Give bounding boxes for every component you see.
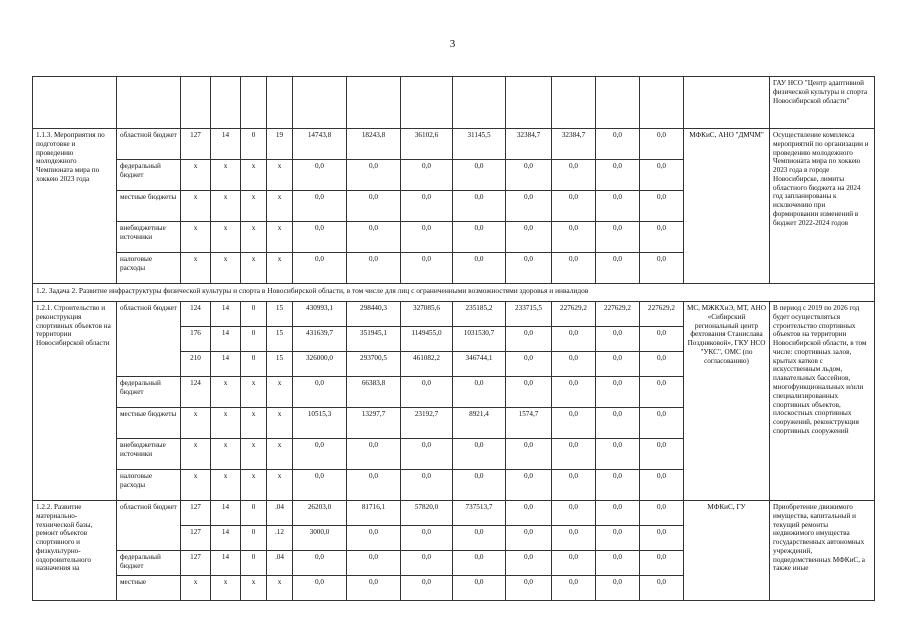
value-cell: 0,0 (596, 408, 640, 439)
code-cell: 14 (211, 551, 241, 576)
executor-cell: МФКиС, ГУ (684, 501, 770, 601)
value-cell: 293700,5 (347, 352, 401, 377)
value-cell: 0,0 (401, 160, 453, 191)
code-cell: x (241, 191, 267, 222)
source-label: внебюджетные источники (117, 222, 181, 253)
value-cell: 32384,7 (552, 129, 596, 160)
value-cell: 0,0 (552, 470, 596, 501)
code-cell: 0 (241, 551, 267, 576)
value-cell: 0,0 (552, 526, 596, 551)
table-row (33, 501, 875, 526)
code-cell: .04 (267, 501, 293, 526)
value-cell: 430993,1 (293, 302, 347, 327)
value-cell: 0,0 (453, 576, 506, 601)
value-cell: 0,0 (506, 160, 552, 191)
executor-cell: МФКиС, АНО "ДМЧМ" (684, 129, 770, 284)
value-cell: 14743,8 (293, 129, 347, 160)
value-cell: 0,0 (293, 253, 347, 284)
value-cell: 0,0 (401, 439, 453, 470)
code-cell: x (267, 576, 293, 601)
value-cell: 0,0 (640, 470, 684, 501)
value-cell: 0,0 (640, 439, 684, 470)
value-cell: 0,0 (401, 551, 453, 576)
value-cell: 0,0 (453, 551, 506, 576)
code-cell: x (181, 222, 211, 253)
item-name: 1.1.3. Мероприятия по подготовке и проведению молодежного Чемпионата мира по хоккею 2023 года (33, 129, 117, 284)
note-cell: Приобретение движимого имущества, капитальный и текущий ремонты недвижимого имущества государственных автономных учреждений, подведомственных МФКиС, а также иные (770, 501, 875, 601)
value-cell: 1031530,7 (453, 327, 506, 352)
value-cell: 227629,2 (640, 302, 684, 327)
value-cell: 0,0 (453, 526, 506, 551)
value-cell: 26203,0 (293, 501, 347, 526)
source-label: федеральный бюджет (117, 160, 181, 191)
source-label: местные бюджеты (117, 191, 181, 222)
value-cell: 0,0 (596, 576, 640, 601)
code-cell: x (241, 253, 267, 284)
code-cell: x (211, 470, 241, 501)
source-label: местные (117, 576, 181, 601)
value-cell: 0,0 (552, 253, 596, 284)
source-label: налоговые расходы (117, 253, 181, 284)
code-cell: 0 (241, 302, 267, 327)
table-row (33, 129, 875, 160)
code-cell: x (181, 253, 211, 284)
value-cell: 0,0 (596, 191, 640, 222)
value-cell: 0,0 (506, 352, 552, 377)
value-cell: 0,0 (552, 327, 596, 352)
value-cell: 235185,2 (453, 302, 506, 327)
source-label: областной бюджет (117, 501, 181, 551)
code-cell: 0 (241, 352, 267, 377)
code-cell: x (211, 160, 241, 191)
value-cell: 0,0 (453, 377, 506, 408)
value-cell: 0,0 (552, 551, 596, 576)
value-cell: 0,0 (293, 439, 347, 470)
value-cell: 327085,6 (401, 302, 453, 327)
value-cell: 0,0 (552, 377, 596, 408)
source-label: налоговые расходы (117, 470, 181, 501)
value-cell: 0,0 (347, 222, 401, 253)
value-cell: 0,0 (293, 222, 347, 253)
value-cell: 32384,7 (506, 129, 552, 160)
value-cell: 0,0 (453, 470, 506, 501)
page-number: 3 (449, 38, 456, 50)
code-cell: x (267, 439, 293, 470)
task-title: 1.2. Задача 2. Развитие инфраструктуры физической культуры и спорта в Новосибирской области, в том числе для лиц с ограниченными возможностями здоровья и инвалидов (33, 284, 875, 302)
code-cell: 0 (241, 327, 267, 352)
code-cell: x (241, 439, 267, 470)
value-cell: 66383,8 (347, 377, 401, 408)
code-cell: 14 (211, 526, 241, 551)
value-cell: 0,0 (640, 377, 684, 408)
item-name: 1.2.1. Строительство и реконструкция спортивных объектов на территории Новосибирской области (33, 302, 117, 501)
value-cell: 0,0 (506, 377, 552, 408)
header-executor-note: ГАУ НСО "Центр адаптивной физической культуры и спорта Новосибирской области" (770, 77, 875, 129)
value-cell: 0,0 (293, 191, 347, 222)
code-cell: x (181, 470, 211, 501)
value-cell: 326000,0 (293, 352, 347, 377)
header-row (33, 77, 875, 129)
value-cell: 431639,7 (293, 327, 347, 352)
value-cell: 0,0 (640, 501, 684, 526)
value-cell: 0,0 (453, 222, 506, 253)
value-cell: 0,0 (401, 191, 453, 222)
value-cell: 346744,1 (453, 352, 506, 377)
value-cell: 0,0 (506, 576, 552, 601)
value-cell: 0,0 (347, 253, 401, 284)
value-cell: 8921,4 (453, 408, 506, 439)
value-cell: 0,0 (506, 551, 552, 576)
value-cell: 0,0 (596, 526, 640, 551)
value-cell: 0,0 (506, 191, 552, 222)
value-cell: 0,0 (506, 439, 552, 470)
value-cell: 31145,5 (453, 129, 506, 160)
value-cell: 0,0 (640, 327, 684, 352)
value-cell: 0,0 (347, 160, 401, 191)
code-cell: x (211, 408, 241, 439)
value-cell: 227629,2 (596, 302, 640, 327)
value-cell: 0,0 (293, 377, 347, 408)
code-cell: 127 (181, 129, 211, 160)
value-cell: 351945,1 (347, 327, 401, 352)
value-cell: 461082,2 (401, 352, 453, 377)
value-cell: 233715,5 (506, 302, 552, 327)
value-cell: 0,0 (552, 191, 596, 222)
value-cell: 0,0 (506, 327, 552, 352)
code-cell: x (211, 439, 241, 470)
value-cell: 0,0 (401, 576, 453, 601)
value-cell: 0,0 (640, 352, 684, 377)
value-cell: 298440,3 (347, 302, 401, 327)
code-cell: 15 (267, 352, 293, 377)
code-cell: x (267, 377, 293, 408)
code-cell: x (181, 439, 211, 470)
code-cell: 14 (211, 352, 241, 377)
value-cell: 1574,7 (506, 408, 552, 439)
value-cell: 0,0 (596, 439, 640, 470)
code-cell: x (181, 408, 211, 439)
value-cell: 3000,0 (293, 526, 347, 551)
value-cell: 0,0 (640, 160, 684, 191)
value-cell: 10515,3 (293, 408, 347, 439)
value-cell: 57820,0 (401, 501, 453, 526)
code-cell: x (267, 222, 293, 253)
code-cell: x (241, 377, 267, 408)
value-cell: 0,0 (401, 526, 453, 551)
note-cell: Осуществление комплекса мероприятий по организации и проведению молодежного Чемпионата мира по хоккею 2023 года в городе Новосибирске, лимиты областного бюджета на 2024 год запланированы к исключению при формировании изменений в бюджет 2022-2024 годов (770, 129, 875, 284)
value-cell: 0,0 (453, 191, 506, 222)
value-cell: 81716,1 (347, 501, 401, 526)
source-label: федеральный бюджет (117, 377, 181, 408)
code-cell: 0 (241, 526, 267, 551)
value-cell: 0,0 (596, 377, 640, 408)
code-cell: 0 (241, 501, 267, 526)
code-cell: x (211, 377, 241, 408)
value-cell: 0,0 (640, 526, 684, 551)
value-cell: 0,0 (640, 253, 684, 284)
value-cell: 0,0 (596, 551, 640, 576)
value-cell: 0,0 (293, 470, 347, 501)
code-cell: 15 (267, 302, 293, 327)
value-cell: 0,0 (596, 129, 640, 160)
budget-table (32, 76, 875, 601)
code-cell: x (267, 160, 293, 191)
executor-cell: МС, МЖКХиЭ, МТ, АНО «Сибирский региональный центр фехтования Станислава Поздняковой», ГКУ НСО "УКС", ОМС (по согласованию) (684, 302, 770, 501)
value-cell: 0,0 (506, 526, 552, 551)
value-cell: 0,0 (506, 253, 552, 284)
value-cell: 0,0 (552, 576, 596, 601)
code-cell: x (241, 576, 267, 601)
value-cell: 737513,7 (453, 501, 506, 526)
table-row (33, 284, 875, 302)
value-cell: 0,0 (401, 253, 453, 284)
value-cell: 0,0 (552, 352, 596, 377)
table-row (33, 302, 875, 327)
code-cell: 0 (241, 129, 267, 160)
value-cell: 0,0 (453, 439, 506, 470)
value-cell: 0,0 (596, 327, 640, 352)
code-cell: x (241, 470, 267, 501)
note-cell: В период с 2019 по 2026 год будет осуществляться строительство спортивных объектов на территории Новосибирской области, в том числе: спортивных залов, крытых катков с искусственным льдом, плавательных бассейнов, многофункциональных и/или специализированных спортивных объектов, плоскостных спортивных сооружений, реконструкция спортивных сооружений (770, 302, 875, 501)
code-cell: 14 (211, 302, 241, 327)
value-cell: 0,0 (596, 160, 640, 191)
code-cell: x (267, 253, 293, 284)
code-cell: x (241, 222, 267, 253)
code-cell: .12 (267, 526, 293, 551)
code-cell: x (241, 408, 267, 439)
code-cell: x (241, 160, 267, 191)
value-cell: 1149455,0 (401, 327, 453, 352)
value-cell: 0,0 (596, 222, 640, 253)
code-cell: 210 (181, 352, 211, 377)
value-cell: 0,0 (506, 470, 552, 501)
value-cell: 0,0 (640, 191, 684, 222)
value-cell: 0,0 (453, 160, 506, 191)
value-cell: 0,0 (347, 526, 401, 551)
code-cell: 19 (267, 129, 293, 160)
code-cell: x (267, 470, 293, 501)
code-cell: x (181, 160, 211, 191)
value-cell: 0,0 (347, 439, 401, 470)
value-cell: 0,0 (596, 501, 640, 526)
code-cell: 127 (181, 526, 211, 551)
code-cell: x (211, 576, 241, 601)
code-cell: x (211, 222, 241, 253)
code-cell: x (267, 408, 293, 439)
code-cell: 176 (181, 327, 211, 352)
value-cell: 0,0 (347, 576, 401, 601)
code-cell: 124 (181, 377, 211, 408)
value-cell: 23192,7 (401, 408, 453, 439)
value-cell: 0,0 (506, 501, 552, 526)
value-cell: 13297,7 (347, 408, 401, 439)
source-label: местные бюджеты (117, 408, 181, 439)
code-cell: 124 (181, 302, 211, 327)
value-cell: 0,0 (596, 352, 640, 377)
code-cell: 15 (267, 327, 293, 352)
value-cell: 0,0 (640, 551, 684, 576)
value-cell: 0,0 (552, 408, 596, 439)
value-cell: 0,0 (347, 551, 401, 576)
code-cell: x (181, 576, 211, 601)
value-cell: 0,0 (401, 222, 453, 253)
value-cell: 0,0 (552, 439, 596, 470)
value-cell: 0,0 (552, 160, 596, 191)
code-cell: 127 (181, 551, 211, 576)
value-cell: 0,0 (552, 501, 596, 526)
value-cell: 18243,8 (347, 129, 401, 160)
value-cell: 0,0 (596, 470, 640, 501)
value-cell: 0,0 (640, 129, 684, 160)
value-cell: 36102,6 (401, 129, 453, 160)
value-cell: 227629,2 (552, 302, 596, 327)
value-cell: 0,0 (347, 191, 401, 222)
value-cell: 0,0 (552, 222, 596, 253)
value-cell: 0,0 (293, 551, 347, 576)
value-cell: 0,0 (596, 253, 640, 284)
code-cell: x (181, 191, 211, 222)
code-cell: 14 (211, 501, 241, 526)
value-cell: 0,0 (401, 377, 453, 408)
value-cell: 0,0 (293, 576, 347, 601)
value-cell: 0,0 (293, 160, 347, 191)
source-label: федеральный бюджет (117, 551, 181, 576)
value-cell: 0,0 (506, 222, 552, 253)
value-cell: 0,0 (453, 253, 506, 284)
value-cell: 0,0 (640, 576, 684, 601)
item-name: 1.2.2. Развитие материально-технической базы, ремонт объектов спортивного и физкультурно-оздоровительного назначения на (33, 501, 117, 601)
value-cell: 0,0 (401, 470, 453, 501)
code-cell: x (211, 191, 241, 222)
value-cell: 0,0 (347, 470, 401, 501)
value-cell: 0,0 (640, 408, 684, 439)
value-cell: 0,0 (640, 222, 684, 253)
source-label: внебюджетные источники (117, 439, 181, 470)
code-cell: 127 (181, 501, 211, 526)
code-cell: 14 (211, 129, 241, 160)
code-cell: x (211, 253, 241, 284)
code-cell: 14 (211, 327, 241, 352)
source-label: областной бюджет (117, 129, 181, 160)
source-label: областной бюджет (117, 302, 181, 377)
code-cell: x (267, 191, 293, 222)
code-cell: .04 (267, 551, 293, 576)
